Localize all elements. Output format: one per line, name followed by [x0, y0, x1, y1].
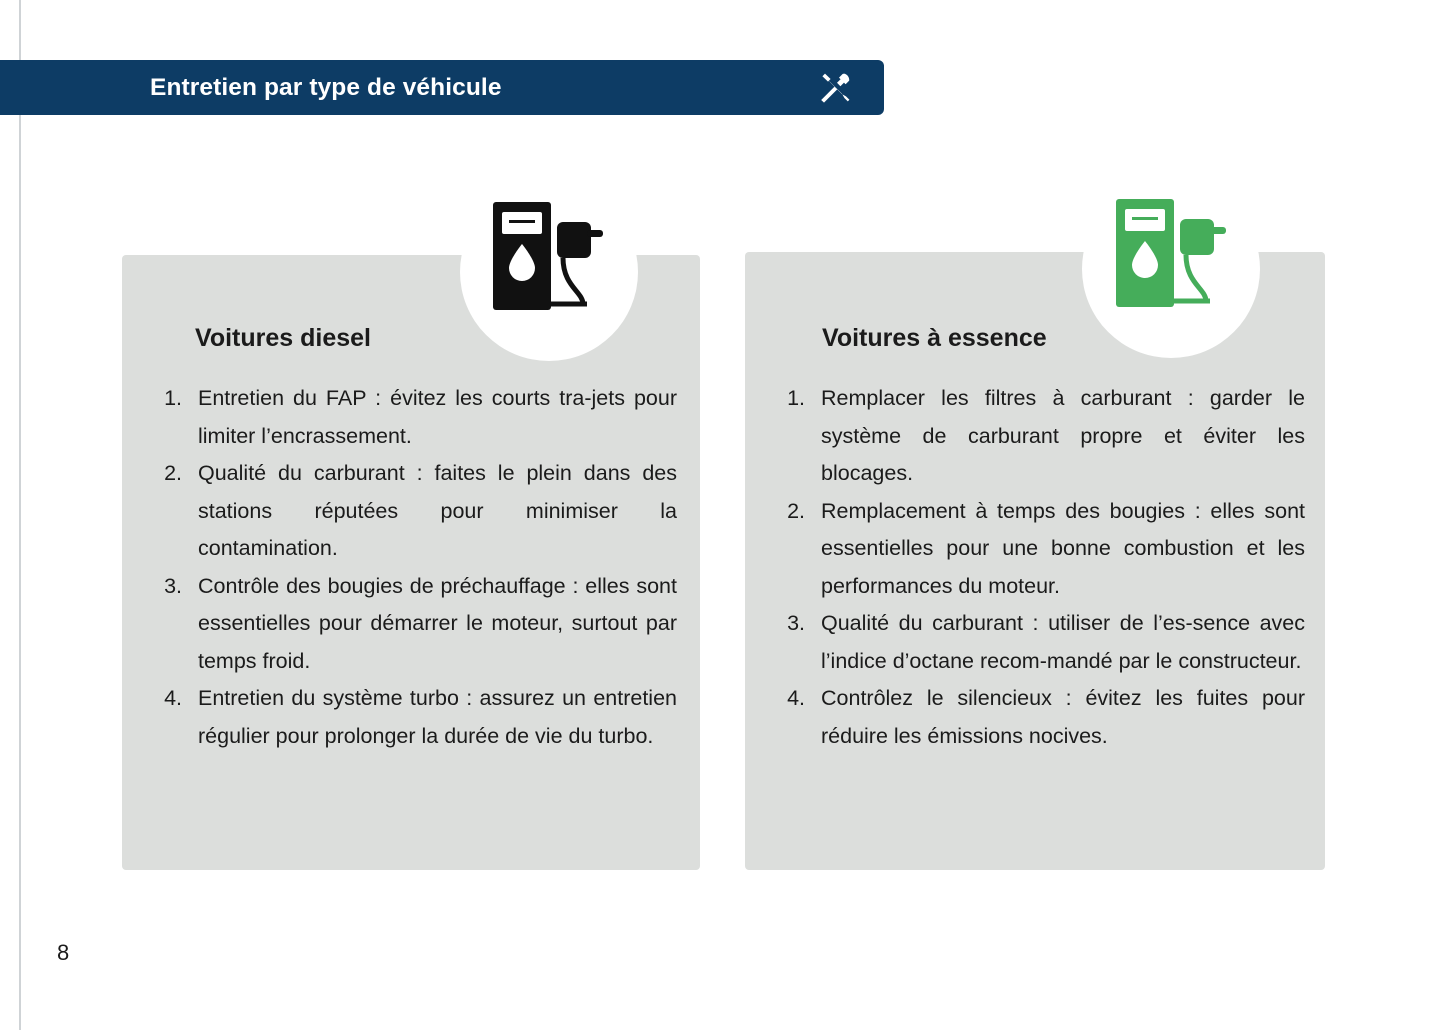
list-item-text: Remplacement à temps des bougies : elles sont essentielles pour une bonne combustion et les performances du moteur.: [821, 498, 1305, 598]
list-item-number: 1.: [787, 386, 805, 410]
page-title: Entretien par type de véhicule: [150, 73, 502, 101]
list-item-text: Qualité du carburant : utiliser de l’es-sence avec l’indice d’octane recom-mandé par le constructeur.: [821, 611, 1305, 673]
tools-wrench-screwdriver-icon: [818, 71, 852, 105]
list-item: [775, 380, 1305, 493]
list-item-text: Contrôle des bougies de préchauffage : elles sont essentielles pour démarrer le moteur, surtout par temps froid.: [198, 573, 677, 673]
list-item-text: Entretien du système turbo : assurez un entretien régulier pour prolonger la durée de vie du turbo.: [198, 686, 677, 748]
list-item-text: Remplacer les filtres à carburant : garder le système de carburant propre et éviter les blocages.: [821, 386, 1305, 485]
page-left-rule: [19, 0, 21, 1030]
fuel-pump-icon-diesel: [487, 200, 613, 312]
list-petrol-tips: [775, 380, 1305, 755]
list-item-text: Entretien du FAP : évitez les courts tra-jets pour limiter l’encrassement.: [198, 386, 677, 448]
list-item: [775, 680, 1305, 755]
page-number: 8: [57, 940, 70, 965]
list-item-text: Qualité du carburant : faites le plein dans des stations réputées pour minimiser la contamination.: [198, 461, 677, 560]
list-item-number: 4.: [787, 686, 805, 710]
list-item: [152, 380, 677, 455]
list-item-number: 3.: [787, 611, 805, 635]
list-item-text: Contrôlez le silencieux : évitez les fuites pour réduire les émissions nocives.: [821, 686, 1305, 748]
list-item-number: 4.: [164, 686, 182, 710]
list-item-number: 2.: [787, 498, 805, 523]
list-item: [775, 605, 1305, 680]
list-item-number: 3.: [164, 573, 182, 598]
list-diesel-tips: [152, 380, 677, 755]
fuel-pump-icon-petrol: [1110, 197, 1236, 309]
card-title-diesel: Voitures diesel: [195, 324, 371, 352]
card-title-petrol: Voitures à essence: [822, 324, 1047, 352]
list-item: [152, 680, 677, 755]
section-header-banner: [0, 60, 884, 115]
list-item: [152, 455, 677, 568]
list-item: [775, 493, 1305, 606]
list-item-number: 1.: [164, 386, 182, 410]
list-item-number: 2.: [164, 461, 182, 485]
list-item: [152, 568, 677, 681]
